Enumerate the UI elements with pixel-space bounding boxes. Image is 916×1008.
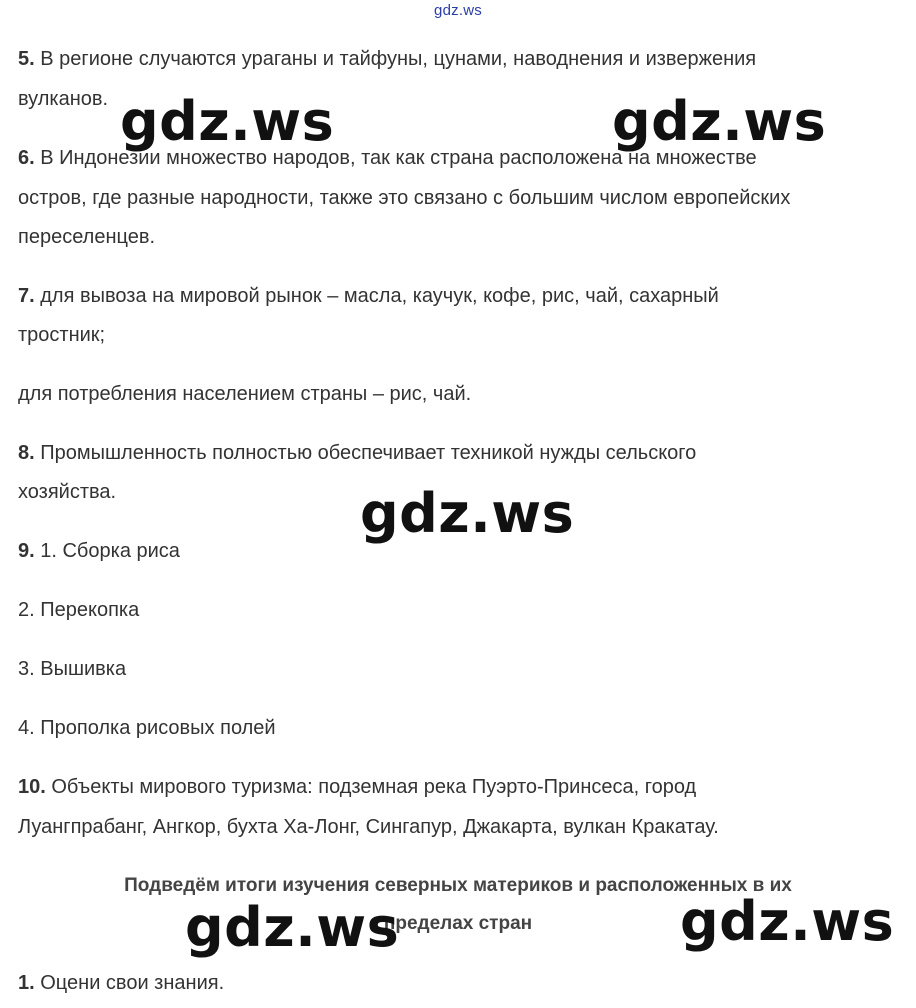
answer-6-text: В Индонезии множество народов, так как страна расположена на множестве xyxy=(40,147,757,169)
answer-9-line-3: 3. Вышивка xyxy=(18,658,127,680)
answer-5-number: 5. xyxy=(18,48,35,70)
answer-7-line-2: тростник; xyxy=(18,324,106,346)
answer-7-line-3: для потребления населением страны – рис, чай. xyxy=(18,383,472,405)
answer-10-number: 10. xyxy=(18,776,46,798)
answer-9-line-2: 2. Перекопка xyxy=(18,599,140,621)
final-number: 1. xyxy=(18,972,35,994)
answer-10-line-2: Луангпрабанг, Ангкор, бухта Ха-Лонг, Сингапур, Джакарта, вулкан Кракатау. xyxy=(18,816,719,838)
watermark-2: gdz.ws xyxy=(612,90,827,153)
final-line xyxy=(18,971,224,995)
watermark-3: gdz.ws xyxy=(360,482,575,545)
final-text: Оцени свои знания. xyxy=(40,972,225,994)
watermark-1: gdz.ws xyxy=(120,90,335,153)
answer-7-line-1 xyxy=(18,284,719,308)
answer-6-line-2: остров, где разные народности, также это связано с большим числом европейских xyxy=(18,187,791,209)
answer-10-line-1 xyxy=(18,775,696,799)
answer-5-line-1 xyxy=(18,47,756,71)
answer-10-text: Объекты мирового туризма: подземная река Пуэрто-Принсеса, город xyxy=(51,776,697,798)
answer-8-line-1 xyxy=(18,441,696,465)
answer-5-line-2: вулканов. xyxy=(18,88,109,110)
watermark-5: gdz.ws xyxy=(680,890,895,953)
answer-8-line-2: хозяйства. xyxy=(18,481,117,503)
answer-8-text: Промышленность полностью обеспечивает техникой нужды сельского xyxy=(40,442,697,464)
answer-5-text: В регионе случаются ураганы и тайфуны, цунами, наводнения и извержения xyxy=(40,48,757,70)
answer-6-line-3: переселенцев. xyxy=(18,226,156,248)
answer-9-line-4: 4. Прополка рисовых полей xyxy=(18,717,276,739)
answer-8-number: 8. xyxy=(18,442,35,464)
section-heading-line-2: пределах стран xyxy=(383,913,533,934)
answer-7-number: 7. xyxy=(18,285,35,307)
answer-9-line-1 xyxy=(18,539,180,563)
answer-9-text: 1. Сборка риса xyxy=(40,540,180,562)
top-watermark: gdz.ws xyxy=(434,2,482,19)
section-heading-line-1: Подведём итоги изучения северных материков и расположенных в их xyxy=(124,875,792,896)
answer-7-text: для вывоза на мировой рынок – масла, каучук, кофе, рис, чай, сахарный xyxy=(40,285,719,307)
answer-6-number: 6. xyxy=(18,147,35,169)
watermark-4: gdz.ws xyxy=(185,896,400,959)
answer-9-number: 9. xyxy=(18,540,35,562)
